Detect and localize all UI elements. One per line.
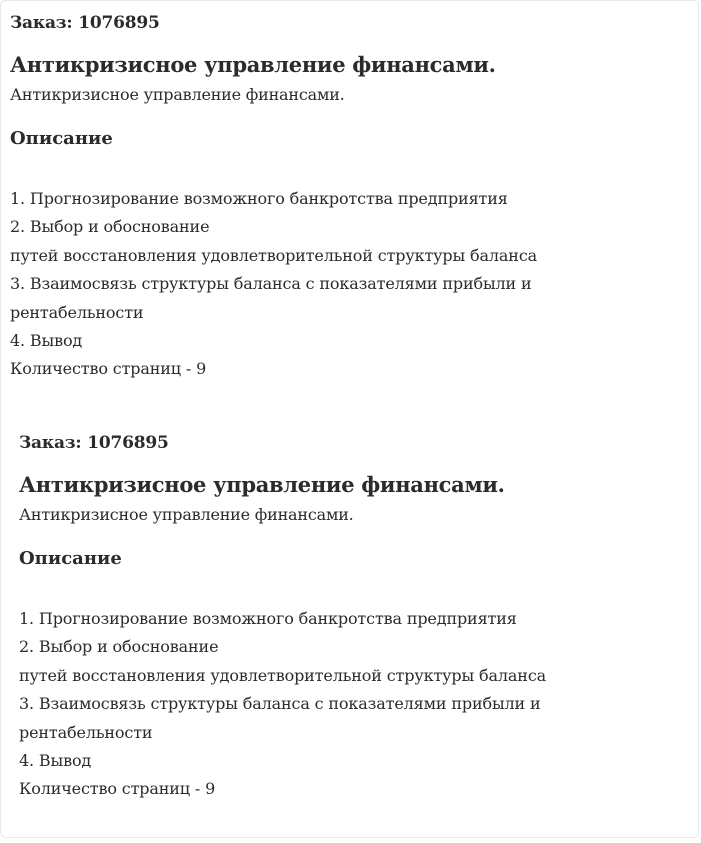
description-line: путей восстановления удовлетворительной структуры баланса [10,245,538,265]
description-heading: Описание [19,548,122,569]
description-line: 2. Выбор и обоснование [19,637,219,657]
page-count: Количество страниц - 9 [10,359,207,379]
description-line: 4. Вывод [19,751,92,771]
description-line: 2. Выбор и обоснование [10,217,210,237]
order-subtitle: Антикризисное управление финансами. [10,85,345,104]
description-list [19,605,699,804]
order-block-2 [19,430,699,804]
description-line: 3. Взаимосвязь структуры баланса с показателями прибыли и [19,694,541,714]
description-list [10,185,690,384]
description-heading: Описание [10,128,113,149]
order-block-1 [10,10,690,384]
description-line: 1. Прогнозирование возможного банкротства предприятия [19,609,517,628]
order-number: Заказ: 1076895 [19,433,169,453]
order-title: Антикризисное управление финансами. [19,472,505,497]
page-count: Количество страниц - 9 [19,779,216,799]
description-line: 3. Взаимосвязь структуры баланса с показателями прибыли и [10,274,532,294]
order-subtitle: Антикризисное управление финансами. [19,505,354,524]
description-line: рентабельности [19,722,153,742]
description-line: рентабельности [10,302,144,322]
order-number: Заказ: 1076895 [10,13,160,33]
order-title: Антикризисное управление финансами. [10,52,496,77]
description-line: 4. Вывод [10,331,83,351]
description-line: 1. Прогнозирование возможного банкротства предприятия [10,189,508,208]
description-line: путей восстановления удовлетворительной структуры баланса [19,665,547,685]
